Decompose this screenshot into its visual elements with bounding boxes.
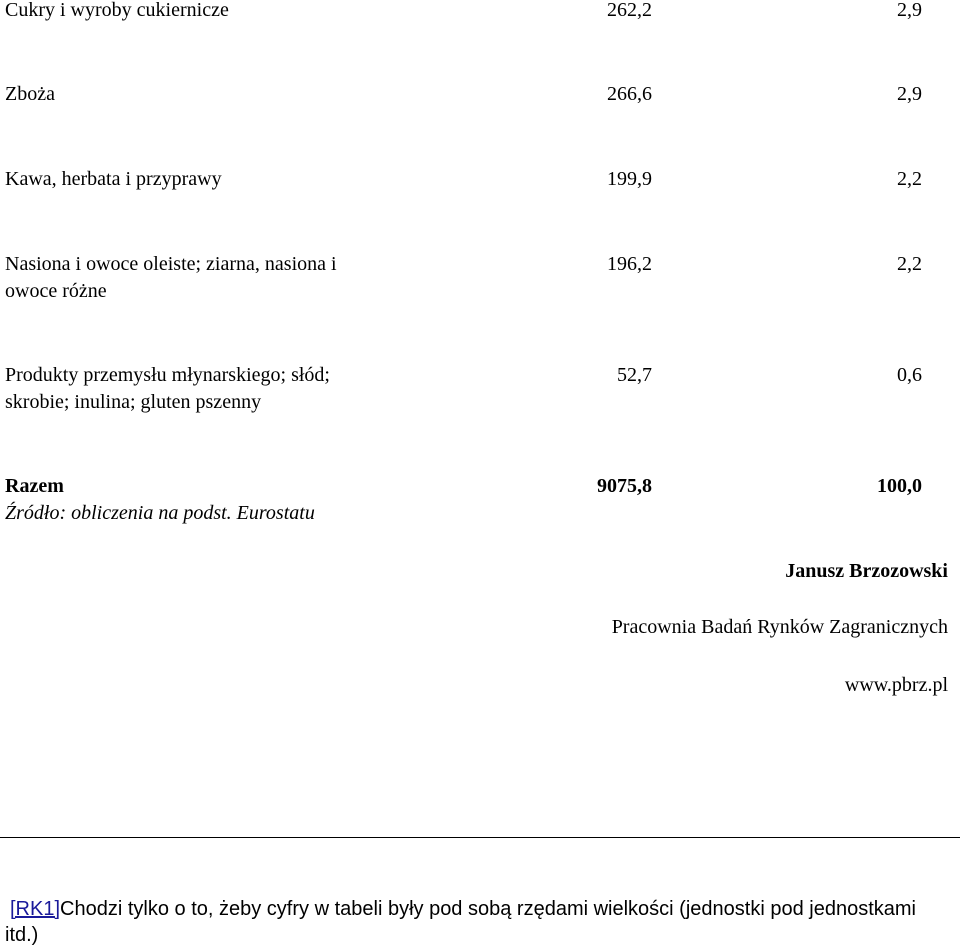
footnote-ref-link[interactable]: [RK1]: [10, 898, 61, 920]
row-label: Cukry i wyroby cukiernicze: [5, 0, 229, 21]
total-label: Razem: [5, 475, 64, 497]
author-name: Janusz Brzozowski: [785, 560, 948, 582]
row-share: 0,6: [897, 364, 922, 386]
footnote-text: Chodzi tylko o to, żeby cyfry w tabeli były pod sobą rzędami wielkości (jednostki pod jednostkami itd.): [5, 898, 916, 946]
author-organization: Pracownia Badań Rynków Zagranicznych: [611, 616, 948, 638]
row-label: Nasiona i owoce oleiste; ziarna, nasiona i owoce różne: [5, 253, 337, 302]
row-value: 196,2: [607, 253, 652, 275]
row-value: 52,7: [617, 364, 652, 386]
total-share: 100,0: [877, 475, 922, 497]
row-value: 262,2: [607, 0, 652, 21]
row-label: Kawa, herbata i przyprawy: [5, 168, 222, 190]
total-value: 9075,8: [597, 475, 652, 497]
row-share: 2,9: [897, 0, 922, 21]
row-share: 2,2: [897, 253, 922, 275]
footnote-divider: [0, 837, 960, 838]
row-share: 2,9: [897, 83, 922, 105]
row-value: 266,6: [607, 83, 652, 105]
author-website: www.pbrz.pl: [844, 674, 948, 696]
row-label: Zboża: [5, 83, 55, 105]
row-share: 2,2: [897, 168, 922, 190]
row-value: 199,9: [607, 168, 652, 190]
source-note: Źródło: obliczenia na podst. Eurostatu: [5, 502, 315, 524]
footnote: [5, 896, 945, 948]
row-label: Produkty przemysłu młynarskiego; słód; skrobie; inulina; gluten pszenny: [5, 364, 330, 413]
